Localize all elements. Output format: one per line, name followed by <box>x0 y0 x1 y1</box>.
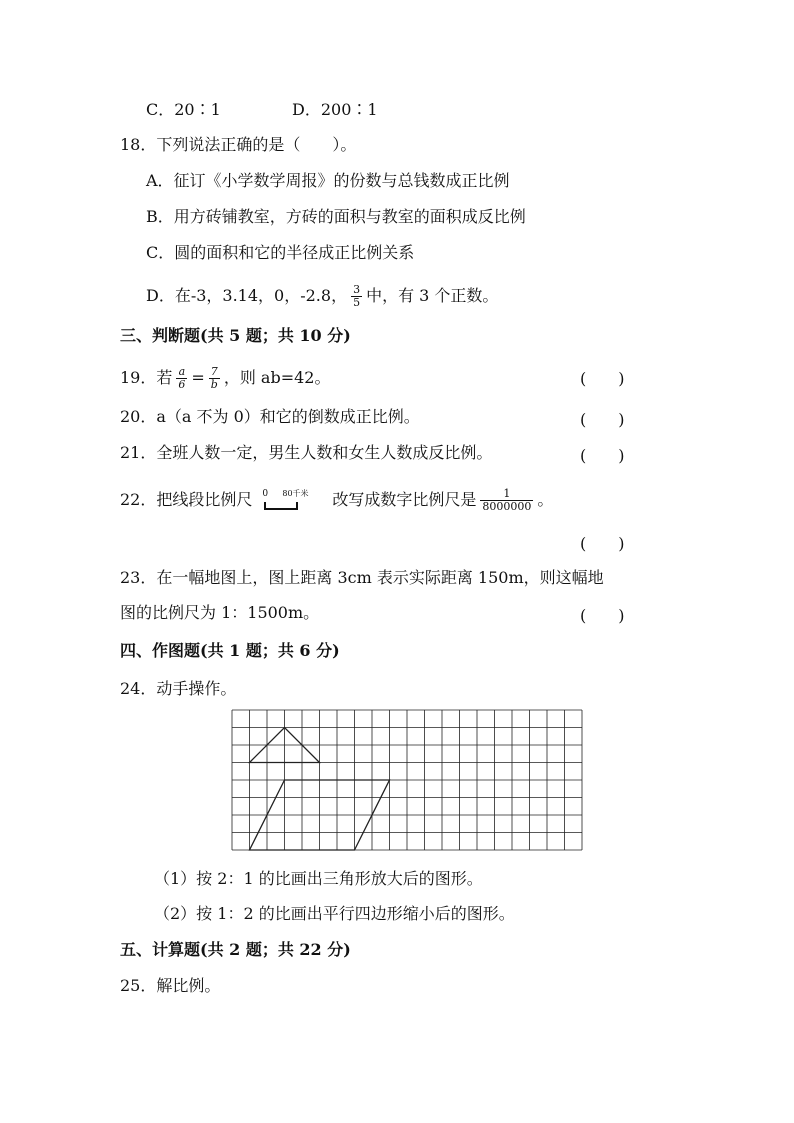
fraction-numerator: a <box>178 365 186 378</box>
scale-zero-label: 0 <box>262 488 269 499</box>
fraction-numerator: 1 <box>503 487 511 500</box>
q22-text <box>120 488 553 513</box>
q20-answer-parentheses[interactable]: ( ) <box>580 410 625 429</box>
q23-line-2: 图的比例尺为 1：1500m。 <box>120 603 320 622</box>
fraction-7-over-b <box>209 366 220 391</box>
q24-sub-2: （2）按 1：2 的比画出平行四边形缩小后的图形。 <box>154 904 515 923</box>
q23-answer-parentheses[interactable]: ( ) <box>580 606 625 625</box>
q19-prefix: 19．若 <box>120 368 173 387</box>
q17-option-d: D．200∶1 <box>292 100 378 119</box>
section-4-title: 四、作图题(共 1 题；共 6 分) <box>120 641 340 660</box>
q18-option-d-prefix: D．在-3，3.14，0，-2.8， <box>146 286 348 305</box>
q19-text <box>120 366 330 391</box>
equals-sign: = <box>191 368 205 387</box>
q22-middle: 改写成数字比例尺是 <box>332 490 477 509</box>
drawing-grid[interactable] <box>231 709 583 851</box>
fraction-three-fifths <box>351 284 362 309</box>
q24-sub-1: （1）按 2：1 的比画出三角形放大后的图形。 <box>154 869 483 888</box>
fraction-numerator: 7 <box>210 365 218 378</box>
q17-option-c: C．20∶1 <box>146 100 221 119</box>
q18-option-b: B．用方砖铺教室，方砖的面积与教室的面积成反比例 <box>146 207 526 226</box>
fraction-denominator: 8000000 <box>482 500 532 513</box>
fraction-denominator: 5 <box>353 296 361 309</box>
q22-prefix: 22．把线段比例尺 <box>120 490 253 509</box>
fraction-denominator: 6 <box>178 378 186 391</box>
q22-suffix: 。 <box>537 490 554 509</box>
q18-option-d <box>146 284 498 309</box>
scale-unit-label: 80千米 <box>282 488 309 498</box>
q18-option-c: C．圆的面积和它的半径成正比例关系 <box>146 243 415 262</box>
fraction-numerator: 3 <box>353 283 361 296</box>
q23-line-1: 23．在一幅地图上，图上距离 3cm 表示实际距离 150m，则这幅地 <box>120 568 604 587</box>
section-5-title: 五、计算题(共 2 题；共 22 分) <box>120 940 351 959</box>
section-3-title: 三、判断题(共 5 题；共 10 分) <box>120 326 351 345</box>
q20-text: 20．a（a 不为 0）和它的倒数成正比例。 <box>120 407 420 426</box>
q21-answer-parentheses[interactable]: ( ) <box>580 446 625 465</box>
q24-stem: 24．动手操作。 <box>120 679 237 698</box>
q18-option-d-suffix: 中，有 3 个正数。 <box>366 286 499 305</box>
q21-text: 21．全班人数一定，男生人数和女生人数成反比例。 <box>120 443 493 462</box>
q22-answer-parentheses[interactable]: ( ) <box>580 534 625 553</box>
q19-answer-parentheses[interactable]: ( ) <box>580 369 625 388</box>
fraction-1-over-8000000 <box>480 488 533 513</box>
fraction-denominator: b <box>210 378 218 391</box>
q18-stem: 18．下列说法正确的是（ ）。 <box>120 135 357 154</box>
q25-stem: 25．解比例。 <box>120 976 221 995</box>
q18-option-a: A．征订《小学数学周报》的份数与总钱数成正比例 <box>146 171 510 190</box>
fraction-a-over-6 <box>176 366 187 391</box>
scale-bar-segment <box>264 502 298 510</box>
q19-suffix: ，则 ab=42。 <box>223 368 331 387</box>
line-scale-bar <box>260 489 324 513</box>
